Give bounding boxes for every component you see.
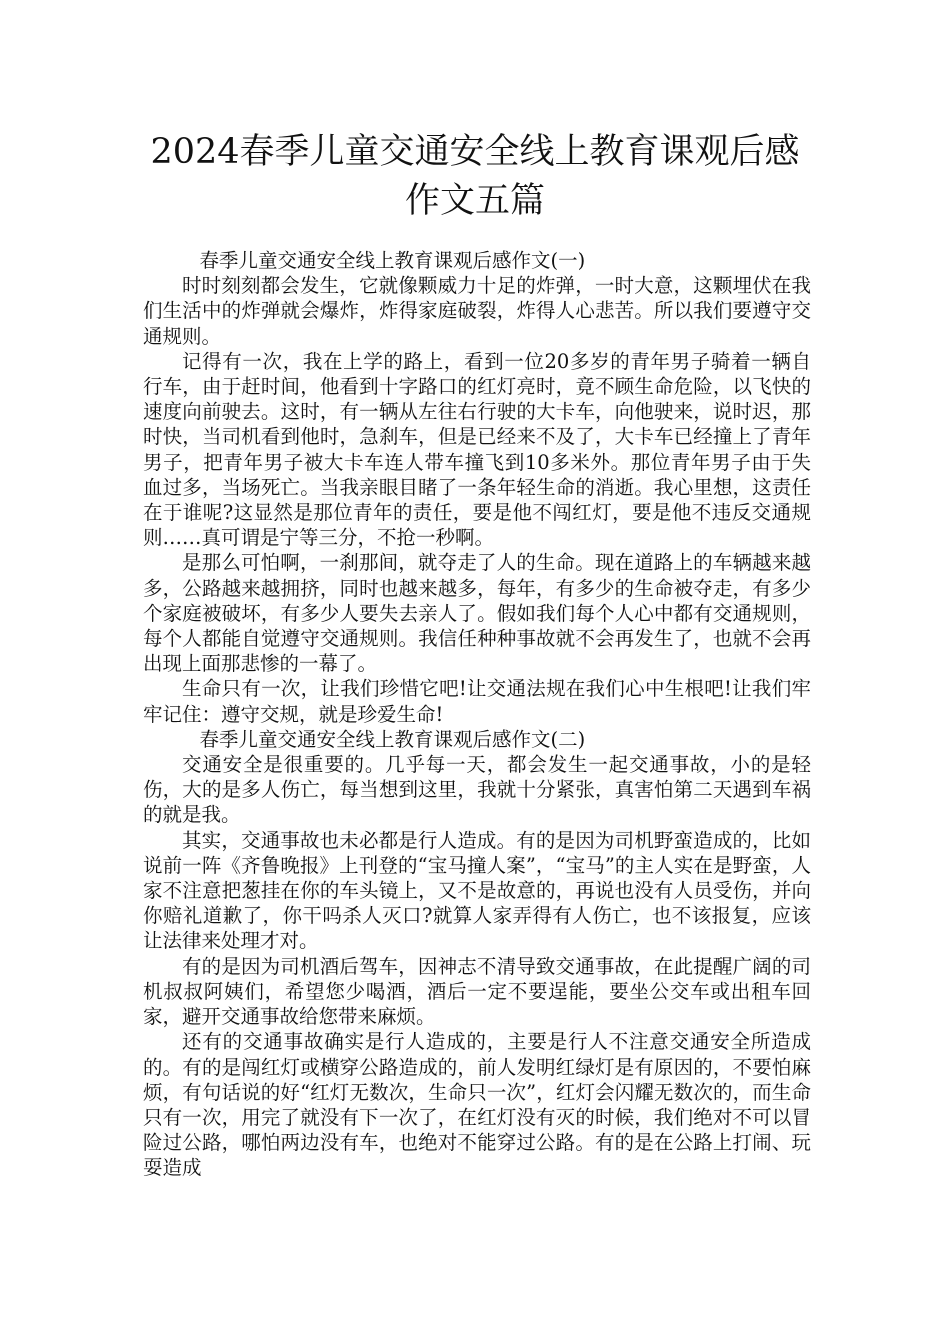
paragraph: 是那么可怕啊，一刹那间，就夺走了人的生命。现在道路上的车辆越来越多，公路越来越拥挤，同时也越来越多，每年，有多少的生命被夺走，有多少个家庭被破坏，有多少人要失去亲人了。假如我们每个人心中都有交通规则，每个人都能自觉遵守交通规则。我信任种种事故就不会再发生了，也就不会再出现上面那悲惨的一幕了。 <box>143 551 811 676</box>
title-line-2: 作文五篇 <box>404 181 545 221</box>
document-body <box>143 248 811 1181</box>
paragraph: 交通安全是很重要的。几乎每一天，都会发生一起交通事故，小的是轻伤，大的是多人伤亡，每当想到这里，我就十分紧张，真害怕第二天遇到车祸的就是我。 <box>143 753 811 827</box>
section-heading-2: 春季儿童交通安全线上教育课观后感作文(二) <box>199 727 586 751</box>
paragraph: 生命只有一次，让我们珍惜它吧!让交通法规在我们心中生根吧!让我们牢牢记住：遵守交规，就是珍爱生命! <box>143 677 811 726</box>
section-heading-1: 春季儿童交通安全线上教育课观后感作文(一) <box>199 249 586 272</box>
title-line-1: 2024春季儿童交通安全线上教育课观后感 <box>150 132 800 172</box>
paragraph: 有的是因为司机酒后驾车，因神志不清导致交通事故，在此提醒广阔的司机叔叔阿姨们，希望您少喝酒，酒后一定不要逞能，要坐公交车或出租车回家，避开交通事故给您带来麻烦。 <box>143 954 811 1029</box>
paragraph: 时时刻刻都会发生，它就像颗威力十足的炸弹，一时大意，这颗埋伏在我们生活中的炸弹就会爆炸，炸得家庭破裂，炸得人心悲苦。所以我们要遵守交通规则。 <box>143 274 811 348</box>
paragraph: 还有的交通事故确实是行人造成的，主要是行人不注意交通安全所造成的。有的是闯红灯或横穿公路造成的，前人发明红绿灯是有原因的，不要怕麻烦，有句话说的好“红灯无数次，生命只一次”，红灯会闪耀无数次的，而生命只有一次，用完了就没有下一次了，在红灯没有灭的时候，我们绝对不可以冒险过公路，哪怕两边没有车，也绝对不能穿过公路。有的是在公路上打闹、玩耍造成 <box>143 1030 811 1180</box>
paragraph: 其实，交通事故也未必都是行人造成。有的是因为司机野蛮造成的，比如说前一阵《齐鲁晚报》上刊登的“宝马撞人案”，“宝马”的主人实在是野蛮，人家不注意把葱挂在你的车头镜上，又不是故意的，再说也没有人员受伤，并向你赔礼道歉了，你干吗杀人灭口?就算人家弄得有人伤亡，也不该报复，应该让法律来处理才对。 <box>143 828 811 953</box>
paragraph: 记得有一次，我在上学的路上，看到一位20多岁的青年男子骑着一辆自行车，由于赶时间，他看到十字路口的红灯亮时，竟不顾生命危险，以飞快的速度向前驶去。这时，有一辆从左往右行驶的大卡车，向他驶来，说时迟，那时快，当司机看到他时，急刹车，但是已经来不及了，大卡车已经撞上了青年男子，把青年男子被大卡车连人带车撞飞到10多米外。那位青年男子由于失血过多，当场死亡。当我亲眼目睹了一条年轻生命的消逝。我心里想，这责任在于谁呢?这显然是那位青年的责任，要是他不闯红灯，要是他不违反交通规则……真可谓是宁等三分，不抢一秒啊。 <box>143 349 811 550</box>
document-title <box>100 128 850 226</box>
